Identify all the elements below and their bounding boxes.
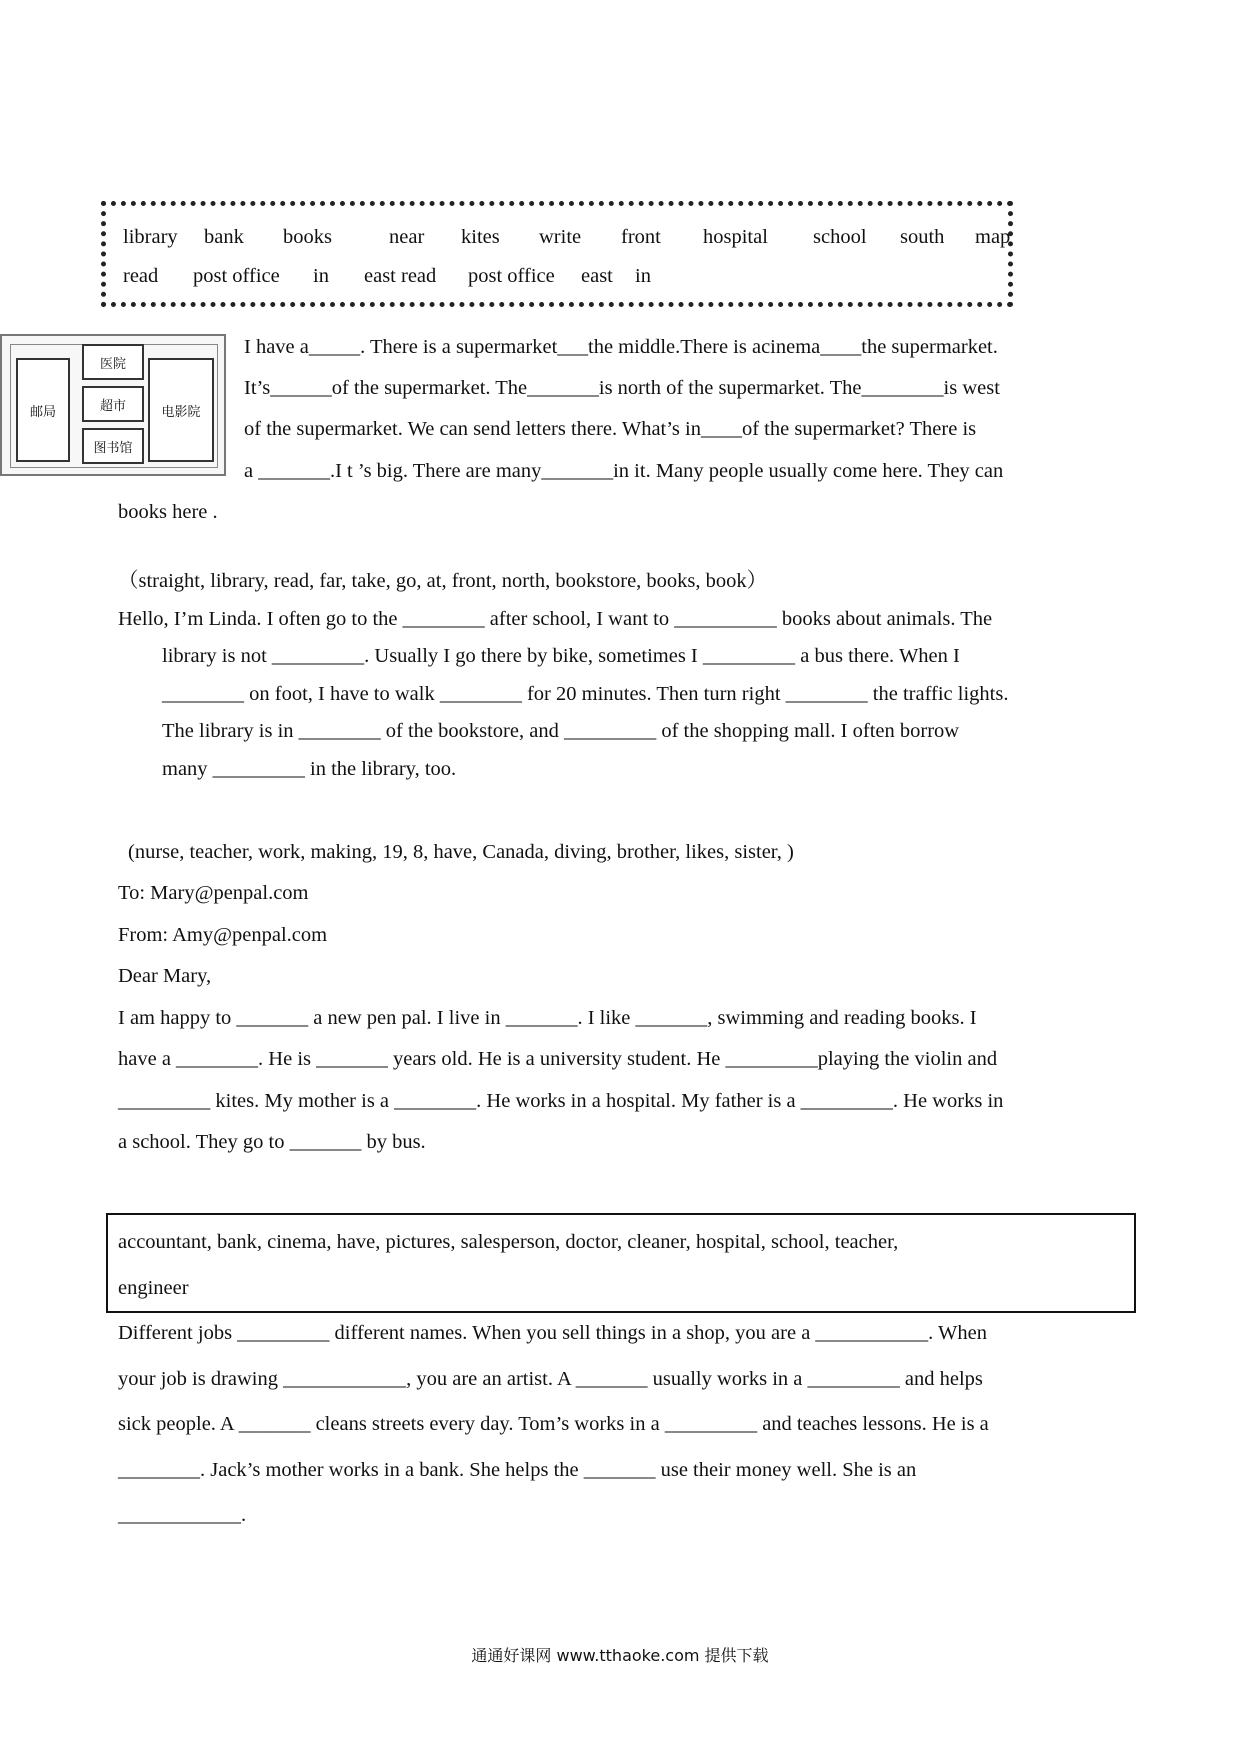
word-bank-item: map (975, 226, 1011, 248)
word-bank-item: hospital (703, 226, 768, 248)
word-bank-item: east (581, 265, 613, 287)
word-bank-item: post office (193, 265, 280, 287)
word-bank-item: write (539, 226, 582, 248)
word-bank-4-box (106, 1213, 1136, 1313)
passage-4-line: Different jobs _________ different names. When you sell things in a shop, you are a ___________. When (118, 1322, 988, 1344)
word-bank-item: library (123, 226, 178, 248)
passage-4-line: ____________. (118, 1504, 247, 1526)
passage-1-line: books here . (118, 501, 218, 523)
passage-1-line: I have a_____. There is a supermarket___the middle.There is acinema____the supermarket. (244, 336, 998, 358)
word-bank-item: in (635, 265, 651, 287)
passage-2-line: The library is in ________ of the bookstore, and _________ of the shopping mall. I often borrow (162, 720, 960, 742)
word-bank-item: post office (468, 265, 555, 287)
passage-2-line: Hello, I’m Linda. I often go to the ________ after school, I want to __________ books about animals. The (118, 608, 993, 630)
word-bank-item: kites (461, 226, 500, 248)
word-bank-item: school (813, 226, 867, 248)
passage-4-line: sick people. A _______ cleans streets every day. Tom’s works in a _________ and teaches lessons. He is a (118, 1413, 989, 1435)
email-line: a school. They go to _______ by bus. (118, 1131, 426, 1153)
map-figure (0, 334, 226, 476)
word-bank-4-line: accountant, bank, cinema, have, pictures, salesperson, doctor, cleaner, hospital, school, teacher, (118, 1231, 899, 1253)
passage-1-line: of the supermarket. We can send letters there. What’s in____of the supermarket? There is (244, 418, 977, 440)
passage-2-line: library is not _________. Usually I go there by bike, sometimes I _________ a bus there. When I (162, 645, 960, 667)
word-bank-2: （straight, library, read, far, take, go, at, front, north, bookstore, books, book） (118, 570, 768, 592)
word-bank-item: front (621, 226, 661, 248)
word-bank-3: (nurse, teacher, work, making, 19, 8, have, Canada, diving, brother, likes, sister, ) (128, 841, 794, 863)
word-bank-item: read (123, 265, 159, 287)
passage-2-line: ________ on foot, I have to walk ________ for 20 minutes. Then turn right ________ the traffic lights. (162, 683, 1009, 705)
word-bank-item: south (900, 226, 945, 248)
email-to: To: Mary@penpal.com (118, 882, 309, 904)
email-from: From: Amy@penpal.com (118, 924, 328, 946)
word-bank-item: in (313, 265, 329, 287)
email-greeting: Dear Mary, (118, 965, 212, 987)
word-bank-4-line: engineer (118, 1277, 189, 1299)
word-bank-box (101, 201, 1013, 307)
word-bank-item: east read (364, 265, 437, 287)
email-line: have a ________. He is _______ years old. He is a university student. He _________playing the violin and (118, 1048, 998, 1070)
email-line: _________ kites. My mother is a ________. He works in a hospital. My father is a _________. He works in (118, 1090, 1004, 1112)
word-bank-item: near (389, 226, 425, 248)
map-library: 图书馆 (82, 428, 144, 464)
map-cinema: 电影院 (148, 358, 214, 462)
map-supermarket: 超市 (82, 386, 144, 422)
passage-4-line: your job is drawing ____________, you are an artist. A _______ usually works in a _________ and helps (118, 1368, 983, 1390)
page-footer: 通通好课网 www.tthaoke.com 提供下载 (471, 1646, 769, 1665)
passage-1-line: a _______.I t ’s big. There are many_______in it. Many people usually come here. They can (244, 460, 1004, 482)
email-line: I am happy to _______ a new pen pal. I live in _______. I like _______, swimming and reading books. I (118, 1007, 977, 1029)
passage-1-line: It’s______of the supermarket. The_______is north of the supermarket. The________is west (244, 377, 1000, 399)
map-post-office: 邮局 (16, 358, 70, 462)
passage-4-line: ________. Jack’s mother works in a bank. She helps the _______ use their money well. She is an (118, 1459, 917, 1481)
passage-2-line: many _________ in the library, too. (162, 758, 457, 780)
word-bank-item: bank (204, 226, 244, 248)
word-bank-item: books (283, 226, 332, 248)
map-hospital: 医院 (82, 344, 144, 380)
